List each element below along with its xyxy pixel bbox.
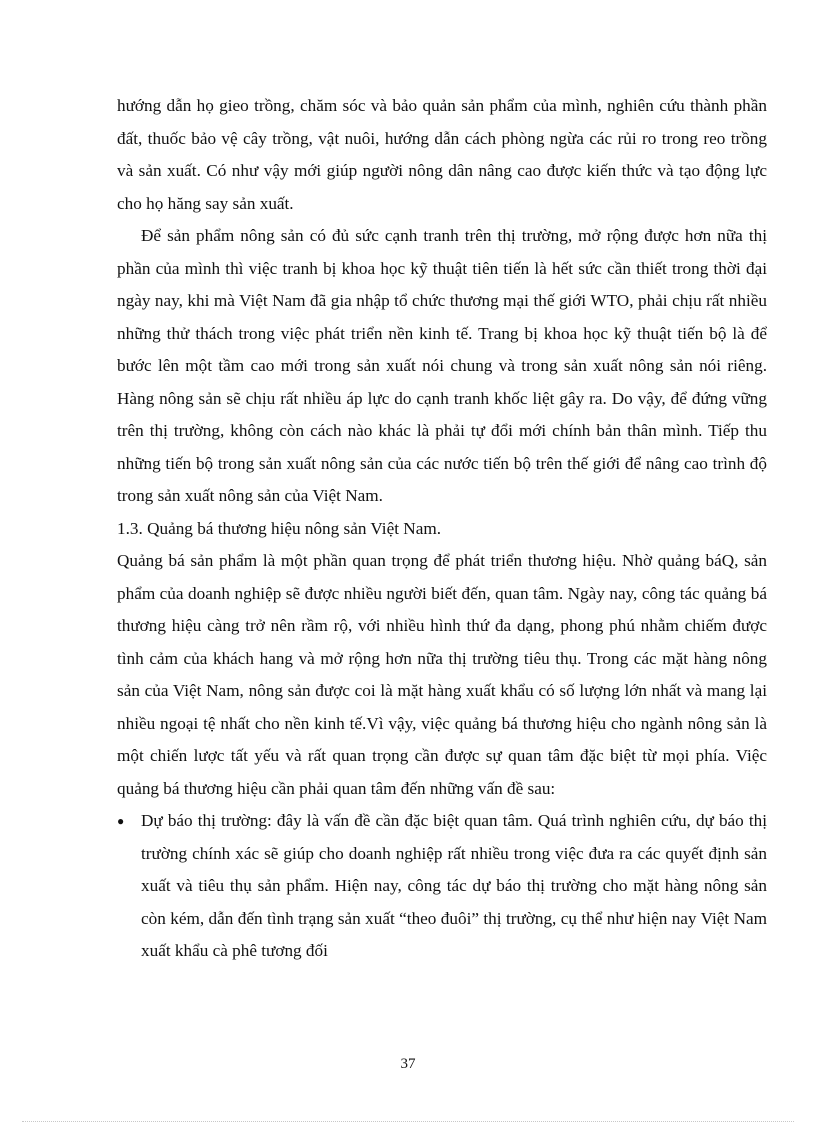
- paragraph-technology: Để sản phẩm nông sản có đủ sức cạnh tranh trên thị trường, mở rộng được hơn nữa thị phần của mình thì việc tranh bị khoa học kỹ thuật tiên tiến là hết sức cần thiết trong thời đại ngày nay, khi mà Việt Nam đã gia nhập tổ chức thương mại thế giới WTO, phải chịu rất nhiều những thử thách trong việc phát triển nền kinh tế. Trang bị khoa học kỹ thuật tiến bộ là để bước lên một tầm cao mới trong sản xuất nói chung và trong sản xuất nông sản nói riêng. Hàng nông sản sẽ chịu rất nhiều áp lực do cạnh tranh khốc liệt gây ra. Do vậy, để đứng vững trên thị trường, không còn cách nào khác là phải tự đổi mới chính bản thân mình. Tiếp thu những tiến bộ trong sản xuất nông sản của các nước tiến bộ trên thế giới để nâng cao trình độ trong sản xuất nông sản của Việt Nam.: [117, 226, 767, 505]
- bullet-text-market-forecast: Dự báo thị trường: đây là vấn đề cần đặc biệt quan tâm. Quá trình nghiên cứu, dự báo thị trường chính xác sẽ giúp cho doanh nghiệp rất nhiều trong việc đưa ra các quyết định sản xuất và tiêu thụ sản phẩm. Hiện nay, công tác dự báo thị trường cho mặt hàng nông sản còn kém, dẫn đến tình trạng sản xuất “theo đuôi” thị trường, cụ thể như hiện nay Việt Nam xuất khẩu cà phê tương đối: [141, 811, 767, 960]
- bullet-icon: ●: [117, 814, 125, 828]
- page-divider: [22, 1121, 794, 1122]
- paragraph-promotion: Quảng bá sản phẩm là một phần quan trọng để phát triển thương hiệu. Nhờ quảng báQ, sản phẩm của doanh nghiệp sẽ được nhiều người biết đến, quan tâm. Ngày nay, công tác quảng bá thương hiệu càng trở nên rầm rộ, với nhiều hình thứ đa dạng, phong phú nhằm chiếm được tình cảm của khách hang và mở rộng hơn nữa thị trường tiêu thụ. Trong các mặt hàng nông sản của Việt Nam, nông sản được coi là mặt hàng xuất khẩu có số lượng lớn nhất và mang lại nhiều ngoại tệ nhất cho nền kinh tế.Vì vậy, việc quảng bá thương hiệu cho ngành nông sản là một chiến lược tất yếu và rất quan trọng cần được sự quan tâm đặc biệt từ mọi phía. Việc quảng bá thương hiệu cần phải quan tâm đến những vấn đề sau:: [117, 551, 767, 798]
- body-text: [117, 90, 767, 968]
- section-heading: 1.3. Quảng bá thương hiệu nông sản Việt Nam.: [117, 518, 441, 538]
- page-number: 37: [400, 1056, 416, 1072]
- bullet-item: [117, 805, 767, 968]
- continued-paragraph: hướng dẫn họ gieo trồng, chăm sóc và bảo quản sản phẩm của mình, nghiên cứu thành phần đất, thuốc bảo vệ cây trồng, vật nuôi, hướng dẫn cách phòng ngừa các rủi ro trong reo trồng và sản xuất. Có như vậy mới giúp người nông dân nâng cao được kiến thức và tạo động lực cho họ hăng say sản xuất.: [117, 96, 767, 213]
